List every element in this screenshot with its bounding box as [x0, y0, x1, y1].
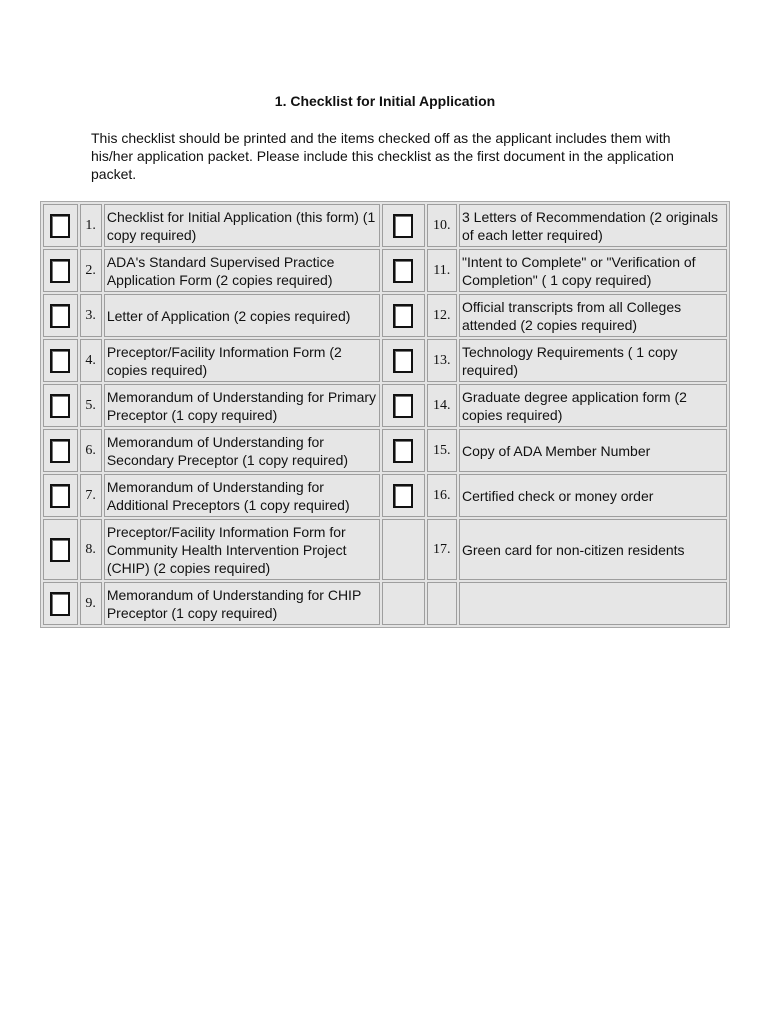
checkbox-item-8[interactable] [50, 538, 70, 562]
checkbox-item-7[interactable] [50, 484, 70, 508]
checklist-row [43, 294, 727, 337]
item-number: 13. [427, 339, 457, 382]
checklist-row [43, 249, 727, 292]
item-number: 5. [80, 384, 102, 427]
checklist-row [43, 474, 727, 517]
checklist-row [43, 582, 727, 625]
item-number: 3. [80, 294, 102, 337]
item-number: 17. [427, 519, 457, 580]
item-label: Copy of ADA Member Number [459, 429, 727, 472]
checkbox-item-1[interactable] [50, 214, 70, 238]
checkbox-item-16[interactable] [393, 484, 413, 508]
item-number: 12. [427, 294, 457, 337]
item-label: Memorandum of Understanding for Additional Preceptors (1 copy required) [104, 474, 380, 517]
checkbox-item-15[interactable] [393, 439, 413, 463]
item-label: Green card for non-citizen residents [459, 519, 727, 580]
item-label: Preceptor/Facility Information Form (2 copies required) [104, 339, 380, 382]
item-label: Memorandum of Understanding for CHIP Preceptor (1 copy required) [104, 582, 380, 625]
item-label: Graduate degree application form (2 copies required) [459, 384, 727, 427]
item-number: 14. [427, 384, 457, 427]
item-label: Letter of Application (2 copies required) [104, 294, 380, 337]
page-title: 1. Checklist for Initial Application [274, 93, 496, 109]
item-label: ADA's Standard Supervised Practice Application Form (2 copies required) [104, 249, 380, 292]
item-number: 7. [80, 474, 102, 517]
item-number: 4. [80, 339, 102, 382]
checkbox-item-4[interactable] [50, 349, 70, 373]
empty-cell [459, 582, 727, 625]
item-number: 2. [80, 249, 102, 292]
checkbox-item-14[interactable] [393, 394, 413, 418]
checkbox-item-3[interactable] [50, 304, 70, 328]
item-number: 15. [427, 429, 457, 472]
item-label: "Intent to Complete" or "Verification of Completion" ( 1 copy required) [459, 249, 727, 292]
checkbox-item-9[interactable] [50, 592, 70, 616]
checklist-table [40, 201, 730, 628]
item-label: Official transcripts from all Colleges attended (2 copies required) [459, 294, 727, 337]
item-number: 6. [80, 429, 102, 472]
item-number: 9. [80, 582, 102, 625]
empty-cell [427, 582, 457, 625]
item-number: 16. [427, 474, 457, 517]
checkbox-item-6[interactable] [50, 439, 70, 463]
item-label: Technology Requirements ( 1 copy required) [459, 339, 727, 382]
item-label: Checklist for Initial Application (this form) (1 copy required) [104, 204, 380, 247]
checklist-row [43, 339, 727, 382]
item-label: Preceptor/Facility Information Form for Community Health Intervention Project (CHIP) (2 copies required) [104, 519, 380, 580]
checklist-row [43, 204, 727, 247]
item-label: Memorandum of Understanding for Secondary Preceptor (1 copy required) [104, 429, 380, 472]
checkbox-item-12[interactable] [393, 304, 413, 328]
checkbox-item-10[interactable] [393, 214, 413, 238]
item-label: 3 Letters of Recommendation (2 originals of each letter required) [459, 204, 727, 247]
item-number: 11. [427, 249, 457, 292]
item-label: Certified check or money order [459, 474, 727, 517]
item-number: 8. [80, 519, 102, 580]
item-number: 10. [427, 204, 457, 247]
empty-cell [382, 519, 425, 580]
checkbox-item-11[interactable] [393, 259, 413, 283]
checkbox-item-2[interactable] [50, 259, 70, 283]
item-label: Memorandum of Understanding for Primary Preceptor (1 copy required) [104, 384, 380, 427]
checklist-row [43, 429, 727, 472]
empty-cell [382, 582, 425, 625]
checklist-row [43, 519, 727, 580]
item-number: 1. [80, 204, 102, 247]
checklist-row [43, 384, 727, 427]
intro-paragraph: This checklist should be printed and the items checked off as the applicant includes them with his/her application packet. Please include this checklist as the first document in the application packet. [91, 130, 674, 182]
checkbox-item-13[interactable] [393, 349, 413, 373]
checkbox-item-5[interactable] [50, 394, 70, 418]
